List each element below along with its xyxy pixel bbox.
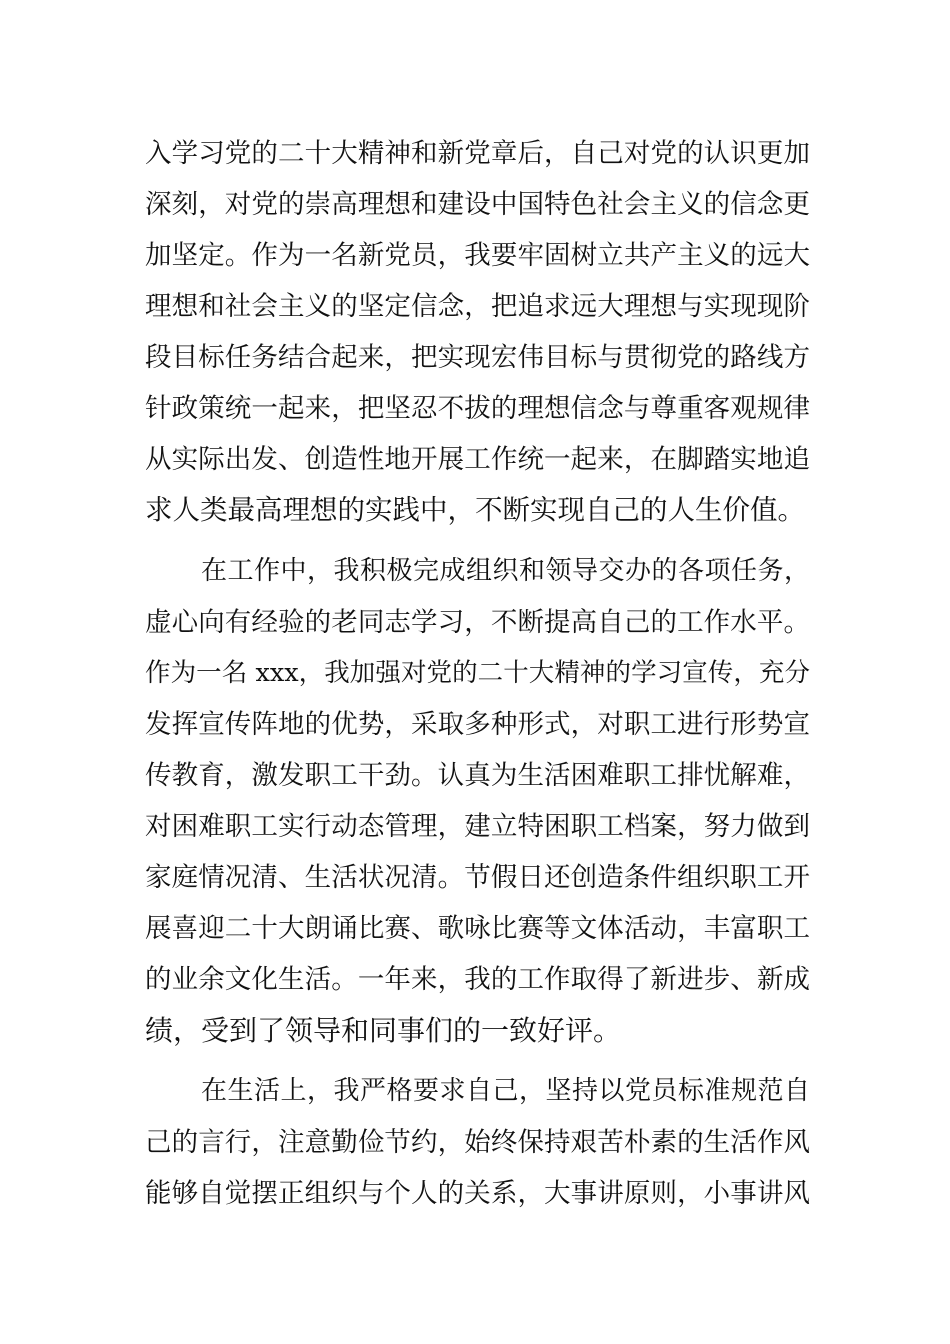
text-line: 虚心向有经验的老同志学习，不断提高自己的工作水平。	[145, 607, 810, 638]
text-line: 段目标任务结合起来，把实现宏伟目标与贯彻党的路线方	[145, 342, 810, 373]
text-line: 传教育，激发职工干劲。认真为生活困难职工排忧解难，	[145, 760, 810, 791]
text-line: 理想和社会主义的坚定信念，把追求远大理想与实现现阶	[145, 291, 810, 322]
text-line: 发挥宣传阵地的优势，采取多种形式，对职工进行形势宣	[145, 709, 810, 740]
text-line: 绩，受到了领导和同事们的一致好评。	[145, 1014, 622, 1047]
text-line: 从实际出发、创造性地开展工作统一起来，在脚踏实地追	[145, 444, 810, 475]
paragraph-work	[145, 546, 810, 1056]
text-line: 能够自觉摆正组织与个人的关系，大事讲原则，小事讲风	[145, 1178, 810, 1209]
text-line: 家庭情况清、生活状况清。节假日还创造条件组织职工开	[145, 862, 810, 893]
text-line: 作为一名 xxx，我加强对党的二十大精神的学习宣传，充分	[145, 658, 810, 688]
text-line: 展喜迎二十大朗诵比赛、歌咏比赛等文体活动，丰富职工	[145, 913, 810, 944]
paragraph-life	[145, 1066, 810, 1219]
text-line: 深刻，对党的崇高理想和建设中国特色社会主义的信念更	[145, 189, 810, 220]
text-line: 针政策统一起来，把坚忍不拔的理想信念与尊重客观规律	[145, 393, 810, 424]
text-line: 对困难职工实行动态管理，建立特困职工档案，努力做到	[145, 811, 810, 842]
text-line: 己的言行，注意勤俭节约，始终保持艰苦朴素的生活作风	[145, 1127, 810, 1158]
text-line: 求人类最高理想的实践中，不断实现自己的人生价值。	[145, 494, 805, 526]
text-line: 在生活上，我严格要求自己，坚持以党员标准规范自	[201, 1076, 810, 1106]
text-line: 在工作中，我积极完成组织和领导交办的各项任务，	[201, 556, 810, 586]
document-body	[145, 128, 810, 1219]
text-line: 入学习党的二十大精神和新党章后，自己对党的认识更加	[145, 138, 810, 169]
paragraph-ideals	[145, 128, 810, 536]
text-line: 加坚定。作为一名新党员，我要牢固树立共产主义的远大	[145, 240, 810, 271]
text-line: 的业余文化生活。一年来，我的工作取得了新进步、新成	[145, 964, 810, 995]
